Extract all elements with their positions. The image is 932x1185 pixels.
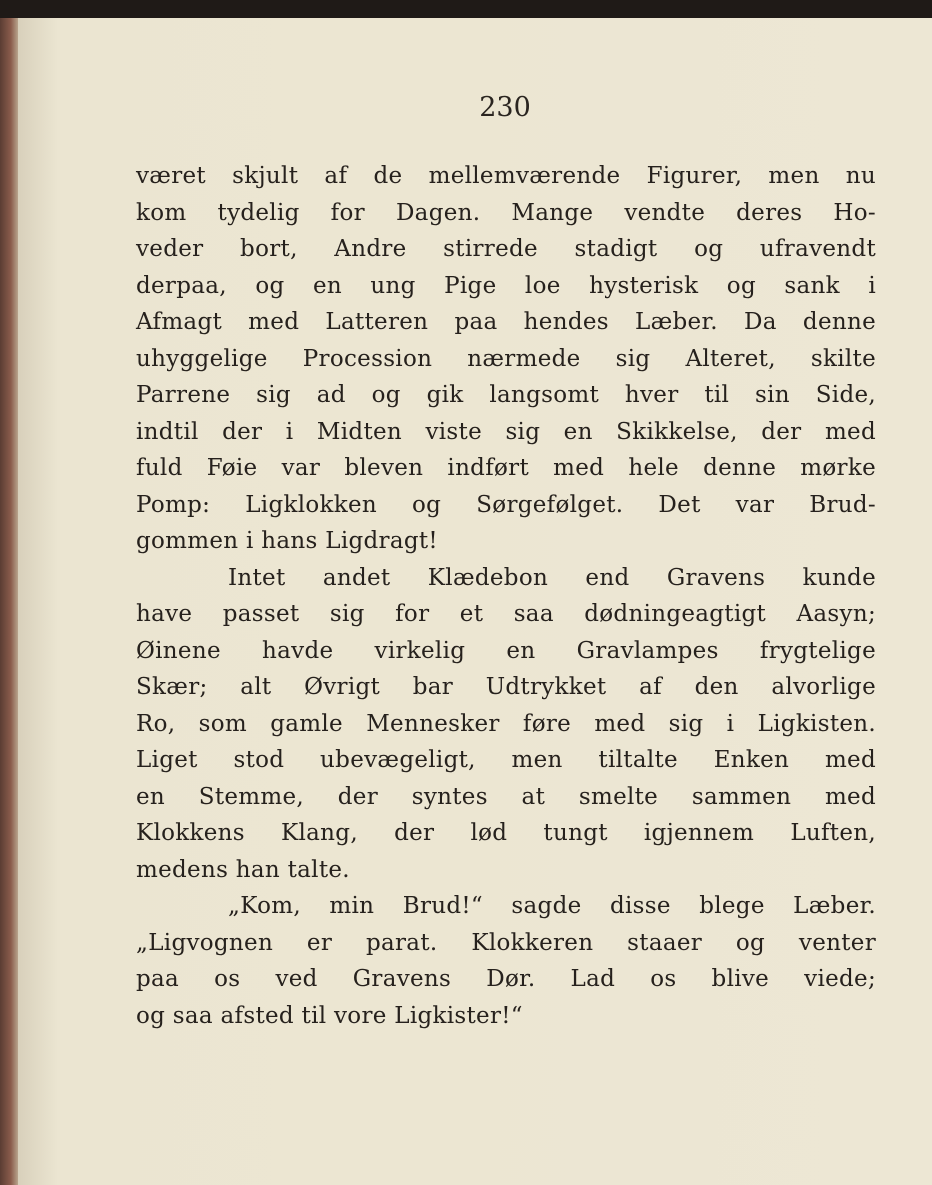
text-line: „Ligvognen er parat. Klokkeren staaer og venter — [136, 929, 876, 956]
text-line: fuld Føie var bleven indført med hele denne mørke — [136, 455, 876, 481]
text-line: medens han talte. — [136, 856, 350, 883]
text-line: paa os ved Gravens Dør. Lad os blive viede; — [136, 966, 876, 992]
text-line: og saa afsted til vore Ligkister!“ — [136, 1002, 523, 1029]
text-line: uhyggelige Procession nærmede sig Alteret, skilte — [136, 345, 876, 372]
text-line: Liget stod ubevægeligt, men tiltalte Enken med — [136, 747, 876, 773]
text-line: Pomp: Ligklokken og Sørgefølget. Det var Brud- — [136, 491, 876, 518]
text-line: have passet sig for et saa dødningeagtigt Aasyn; — [136, 601, 876, 627]
text-line: Klokkens Klang, der lød tungt igjennem Luften, — [136, 820, 876, 846]
text-line: Afmagt med Latteren paa hendes Læber. Da denne — [136, 309, 876, 335]
body-text — [136, 158, 876, 1034]
text-line: Skær; alt Øvrigt bar Udtrykket af den alvorlige — [136, 674, 876, 700]
text-line: Øinene havde virkelig en Gravlampes frygtelige — [136, 637, 876, 664]
page-number: 230 — [479, 92, 531, 123]
text-line: Parrene sig ad og gik langsomt hver til sin Side, — [136, 382, 876, 408]
text-line: Intet andet Klædebon end Gravens kunde — [228, 564, 876, 591]
text-line: Ro, som gamle Mennesker føre med sig i Ligkisten. — [136, 710, 876, 737]
text-line: været skjult af de mellemværende Figurer, men nu — [136, 163, 876, 189]
top-band — [0, 0, 932, 20]
text-line: derpaa, og en ung Pige loe hysterisk og sank i — [136, 272, 876, 299]
text-line: kom tydelig for Dagen. Mange vendte deres Ho- — [136, 199, 876, 226]
text-line: „Kom, min Brud!“ sagde disse blege Læber. — [228, 893, 876, 919]
book-spine-edge — [0, 18, 18, 1185]
text-line: en Stemme, der syntes at smelte sammen med — [136, 783, 876, 810]
text-line: veder bort, Andre stirrede stadigt og ufravendt — [136, 236, 876, 262]
text-line: indtil der i Midten viste sig en Skikkelse, der med — [136, 418, 876, 445]
text-line: gommen i hans Ligdragt! — [136, 528, 438, 554]
